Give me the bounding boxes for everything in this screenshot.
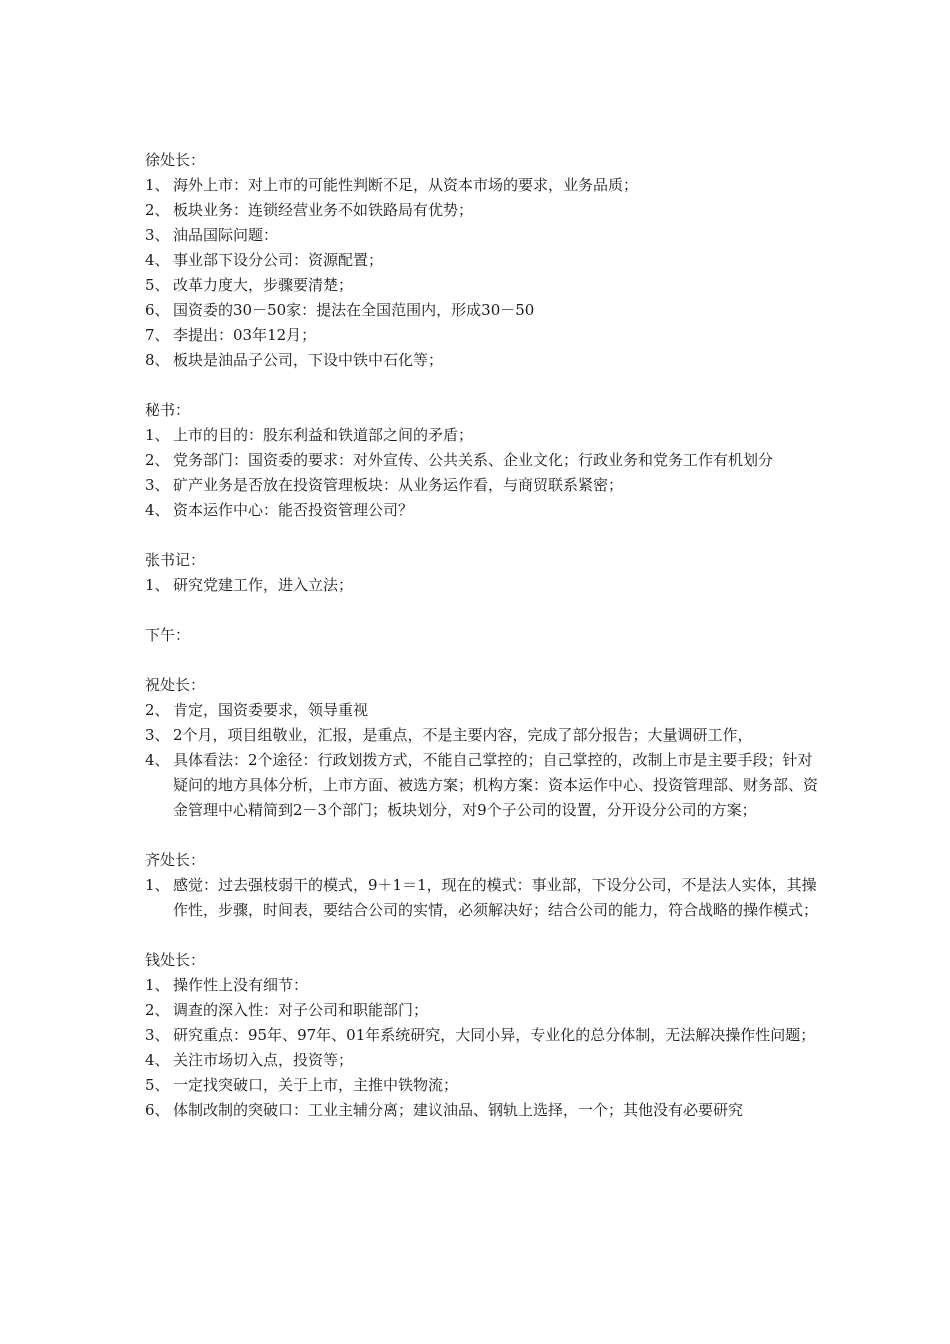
list-item (145, 298, 825, 323)
list-item (145, 173, 825, 198)
list-item (145, 223, 825, 248)
list-item-text: 具体看法：2个途径：行政划拨方式，不能自己掌控的；自己掌控的，改制上市是主要手段；针对疑问的地方具体分析，上市方面、被选方案；机构方案：资本运作中心、投资管理部、财务部、资金管理中心精简到2－3个部门；板块划分，对9个子公司的设置，分开设分公司的方案； (173, 751, 819, 819)
list-item-text: 事业部下设分公司：资源配置； (173, 251, 384, 269)
list-item-text: 调查的深入性：对子公司和职能部门； (173, 1001, 429, 1019)
list-item (145, 998, 825, 1023)
list-item-number: 3、 (145, 726, 170, 744)
list-item (145, 498, 825, 523)
list-item-text: 国资委的30－50家：提法在全国范围内，形成30－50 (173, 301, 535, 319)
section-heading: 钱处长： (145, 951, 206, 969)
list-item (145, 198, 825, 223)
list-item-number: 2、 (145, 451, 170, 469)
list-item (145, 573, 825, 598)
list-item (145, 473, 825, 498)
list-item (145, 248, 825, 273)
list-item-number: 3、 (145, 226, 170, 244)
list-item (145, 1048, 825, 1073)
list-item-number: 1、 (145, 576, 170, 594)
list-item (145, 873, 825, 923)
list-item (145, 973, 825, 998)
list-item (145, 1098, 825, 1123)
list-item-number: 1、 (145, 426, 170, 444)
section-heading: 秘书： (145, 401, 191, 419)
list-item (145, 348, 825, 373)
list-item-number: 7、 (145, 326, 170, 344)
list-item (145, 1023, 825, 1048)
notes-section (145, 398, 825, 523)
list-item-number: 2、 (145, 201, 170, 219)
notes-section (145, 948, 825, 1123)
list-item (145, 698, 825, 723)
list-item-text: 体制改制的突破口：工业主辅分离；建议油品、钢轨上选择，一个；其他没有必要研究 (173, 1101, 744, 1119)
list-item-text: 李提出：03年12月； (173, 326, 317, 344)
list-item-text: 2个月，项目组敬业，汇报，是重点，不是主要内容，完成了部分报告；大量调研工作， (173, 726, 753, 744)
list-item-text: 板块业务：连锁经营业务不如铁路局有优势； (173, 201, 474, 219)
list-item-number: 8、 (145, 351, 170, 369)
list-item-text: 感觉：过去强枝弱干的模式，9＋1＝1，现在的模式：事业部，下设分公司，不是法人实体，其操作性，步骤，时间表，要结合公司的实情，必须解决好；结合公司的能力，符合战略的操作模式； (173, 876, 819, 919)
list-item-number: 3、 (145, 1026, 170, 1044)
list-item-number: 6、 (145, 301, 170, 319)
list-item-number: 4、 (145, 751, 170, 769)
list-item-number: 4、 (145, 1051, 170, 1069)
list-item-text: 改革力度大，步骤要清楚； (173, 276, 354, 294)
list-item-number: 4、 (145, 501, 170, 519)
list-item (145, 273, 825, 298)
notes-section (145, 623, 825, 648)
list-item-number: 3、 (145, 476, 170, 494)
list-item-text: 矿产业务是否放在投资管理板块：从业务运作看，与商贸联系紧密； (173, 476, 624, 494)
list-item (145, 423, 825, 448)
list-item-text: 资本运作中心：能否投资管理公司？ (173, 501, 414, 519)
list-item-text: 党务部门：国资委的要求：对外宣传、公共关系、企业文化；行政业务和党务工作有机划分 (173, 451, 774, 469)
list-item-text: 海外上市：对上市的可能性判断不足，从资本市场的要求，业务品质； (173, 176, 639, 194)
list-item-number: 2、 (145, 701, 170, 719)
list-item-number: 2、 (145, 1001, 170, 1019)
list-item (145, 1073, 825, 1098)
notes-section (145, 548, 825, 598)
list-item-number: 5、 (145, 276, 170, 294)
list-item (145, 448, 825, 473)
list-item-number: 1、 (145, 176, 170, 194)
section-heading: 祝处长： (145, 676, 206, 694)
list-item-text: 研究重点：95年、97年、01年系统研究，大同小异，专业化的总分体制，无法解决操作性问题； (173, 1026, 816, 1044)
list-item-number: 4、 (145, 251, 170, 269)
list-item (145, 323, 825, 348)
list-item-number: 5、 (145, 1076, 170, 1094)
list-item-text: 上市的目的：股东利益和铁道部之间的矛盾； (173, 426, 474, 444)
notes-section (145, 848, 825, 923)
list-item (145, 748, 825, 823)
list-item-text: 研究党建工作，进入立法； (173, 576, 354, 594)
list-item-text: 板块是油品子公司，下设中铁中石化等； (173, 351, 444, 369)
list-item-number: 6、 (145, 1101, 170, 1119)
list-item-text: 一定找突破口，关于上市，主推中铁物流； (173, 1076, 459, 1094)
section-heading: 齐处长： (145, 851, 206, 869)
notes-section (145, 148, 825, 373)
section-heading: 下午： (145, 626, 191, 644)
list-item-text: 油品国际问题： (173, 226, 279, 244)
list-item-text: 操作性上没有细节： (173, 976, 309, 994)
section-heading: 徐处长： (145, 151, 206, 169)
list-item-text: 肯定，国资委要求，领导重视 (173, 701, 369, 719)
list-item (145, 723, 825, 748)
list-item-number: 1、 (145, 976, 170, 994)
meeting-notes (145, 148, 825, 1148)
list-item-number: 1、 (145, 876, 170, 894)
notes-section (145, 673, 825, 823)
list-item-text: 关注市场切入点，投资等； (173, 1051, 354, 1069)
section-heading: 张书记： (145, 551, 206, 569)
